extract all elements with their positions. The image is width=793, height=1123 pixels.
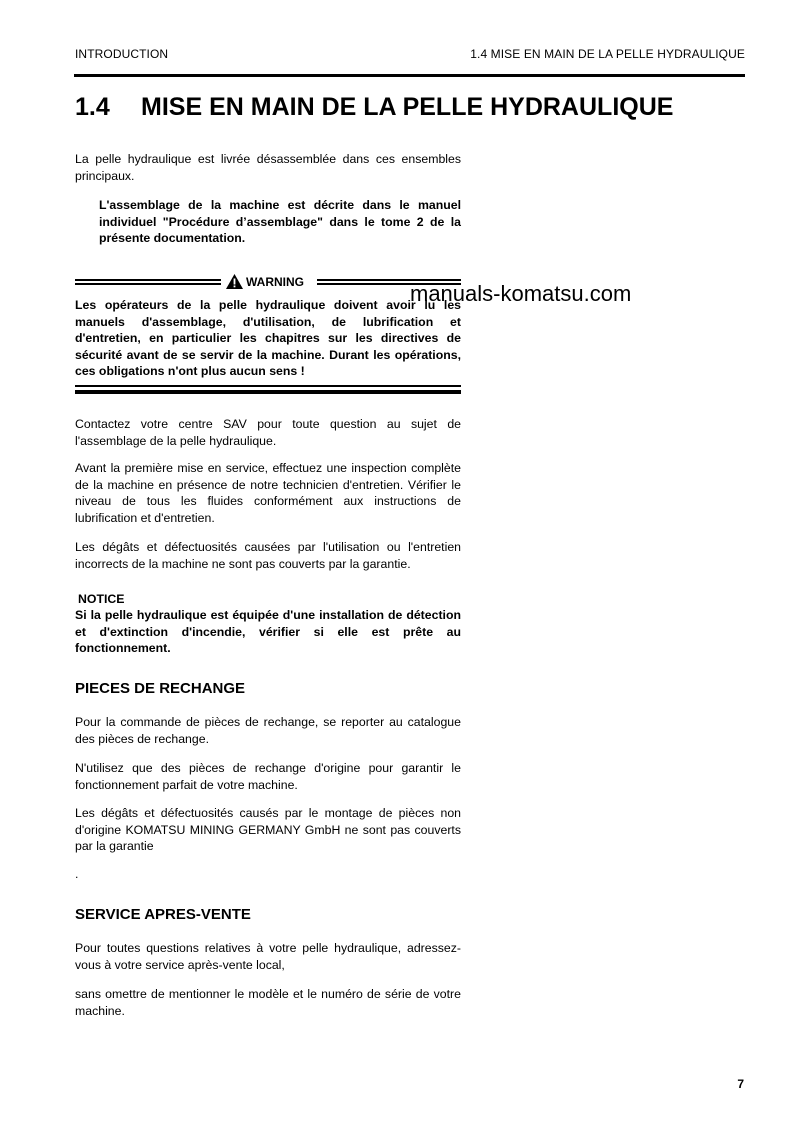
spare-parts-text-1: Pour la commande de pièces de rechange, se reporter au catalogue des pièces de rechange. <box>75 715 461 746</box>
spare-parts-paragraph-4 <box>75 866 461 883</box>
notice-body <box>75 607 461 657</box>
running-header-left: INTRODUCTION <box>75 47 169 61</box>
spare-parts-paragraph-2 <box>75 760 461 793</box>
after-sales-text-2: sans omettre de mentionner le modèle et le numéro de série de votre machine. <box>75 987 461 1018</box>
warning-triangle-icon <box>226 274 243 289</box>
spare-parts-heading: PIECES DE RECHANGE <box>75 680 246 697</box>
warning-rule-thin <box>75 385 461 387</box>
chapter-number: 1.4 <box>75 93 110 121</box>
spare-parts-paragraph-1 <box>75 714 461 747</box>
assembly-note-text: L'assemblage de la machine est décrite dans le manuel individuel "Procédure d’assemblage" dans le tome 2 de la présente documentation. <box>99 198 461 245</box>
assembly-note <box>99 197 461 247</box>
warning-banner <box>75 275 461 289</box>
warning-text: Les opérateurs de la pelle hydraulique doivent avoir lu les manuels d'assemblage, d'utilisation, de lubrification et d'entretien, en particulier les chapitres sur les directives de sécurité avant de se servir de la machine. Durant les opérations, ces obligations n'ont plus aucun sens ! <box>75 298 461 378</box>
inspection-text: Avant la première mise en service, effectuez une inspection complète de la machine en présence de notre technicien d'entretien. Vérifier le niveau de tous les fluides conformément aux instructions de lubrification et d'entretien. <box>75 461 461 525</box>
warning-label-text: WARNING <box>246 274 304 289</box>
warranty-paragraph <box>75 539 461 572</box>
chapter-title <box>75 93 673 122</box>
after-sales-heading: SERVICE APRES-VENTE <box>75 906 251 923</box>
notice-label: NOTICE <box>78 592 125 606</box>
after-sales-paragraph-1 <box>75 940 461 973</box>
warning-label <box>226 274 304 289</box>
intro-paragraph <box>75 151 461 184</box>
notice-text: Si la pelle hydraulique est équipée d'une installation de détection et d'extinction d'incendie, vérifier si elle est prête au fonctionnement. <box>75 608 461 655</box>
warning-rule-left <box>75 279 221 285</box>
intro-text: La pelle hydraulique est livrée désassemblée dans ces ensembles principaux. <box>75 152 461 183</box>
warning-bottom-rules <box>75 385 461 394</box>
after-sales-paragraph-2 <box>75 986 461 1019</box>
running-header-right: 1.4 MISE EN MAIN DE LA PELLE HYDRAULIQUE <box>470 47 745 61</box>
spare-parts-text-2: N'utilisez que des pièces de rechange d'origine pour garantir le fonctionnement parfait de votre machine. <box>75 761 461 792</box>
watermark: manuals-komatsu.com <box>410 281 632 306</box>
warning-body <box>75 297 461 380</box>
inspection-paragraph <box>75 460 461 526</box>
contact-text: Contactez votre centre SAV pour toute question au sujet de l'assemblage de la pelle hydraulique. <box>75 417 461 448</box>
spare-parts-paragraph-3 <box>75 805 461 855</box>
header-rule <box>74 74 745 77</box>
warranty-text: Les dégâts et défectuosités causées par l'utilisation ou l'entretien incorrects de la machine ne sont pas couverts par la garantie. <box>75 540 461 571</box>
warning-rule-thick <box>75 390 461 394</box>
page-number: 7 <box>737 1077 744 1091</box>
after-sales-text-1: Pour toutes questions relatives à votre pelle hydraulique, adressez-vous à votre service après-vente local, <box>75 941 461 972</box>
chapter-title-text: MISE EN MAIN DE LA PELLE HYDRAULIQUE <box>141 93 674 121</box>
spare-parts-text-4: . <box>75 867 79 881</box>
spare-parts-text-3: Les dégâts et défectuosités causés par le montage de pièces non d'origine KOMATSU MINING GERMANY GmbH ne sont pas couverts par la garantie <box>75 806 461 853</box>
contact-paragraph <box>75 416 461 449</box>
